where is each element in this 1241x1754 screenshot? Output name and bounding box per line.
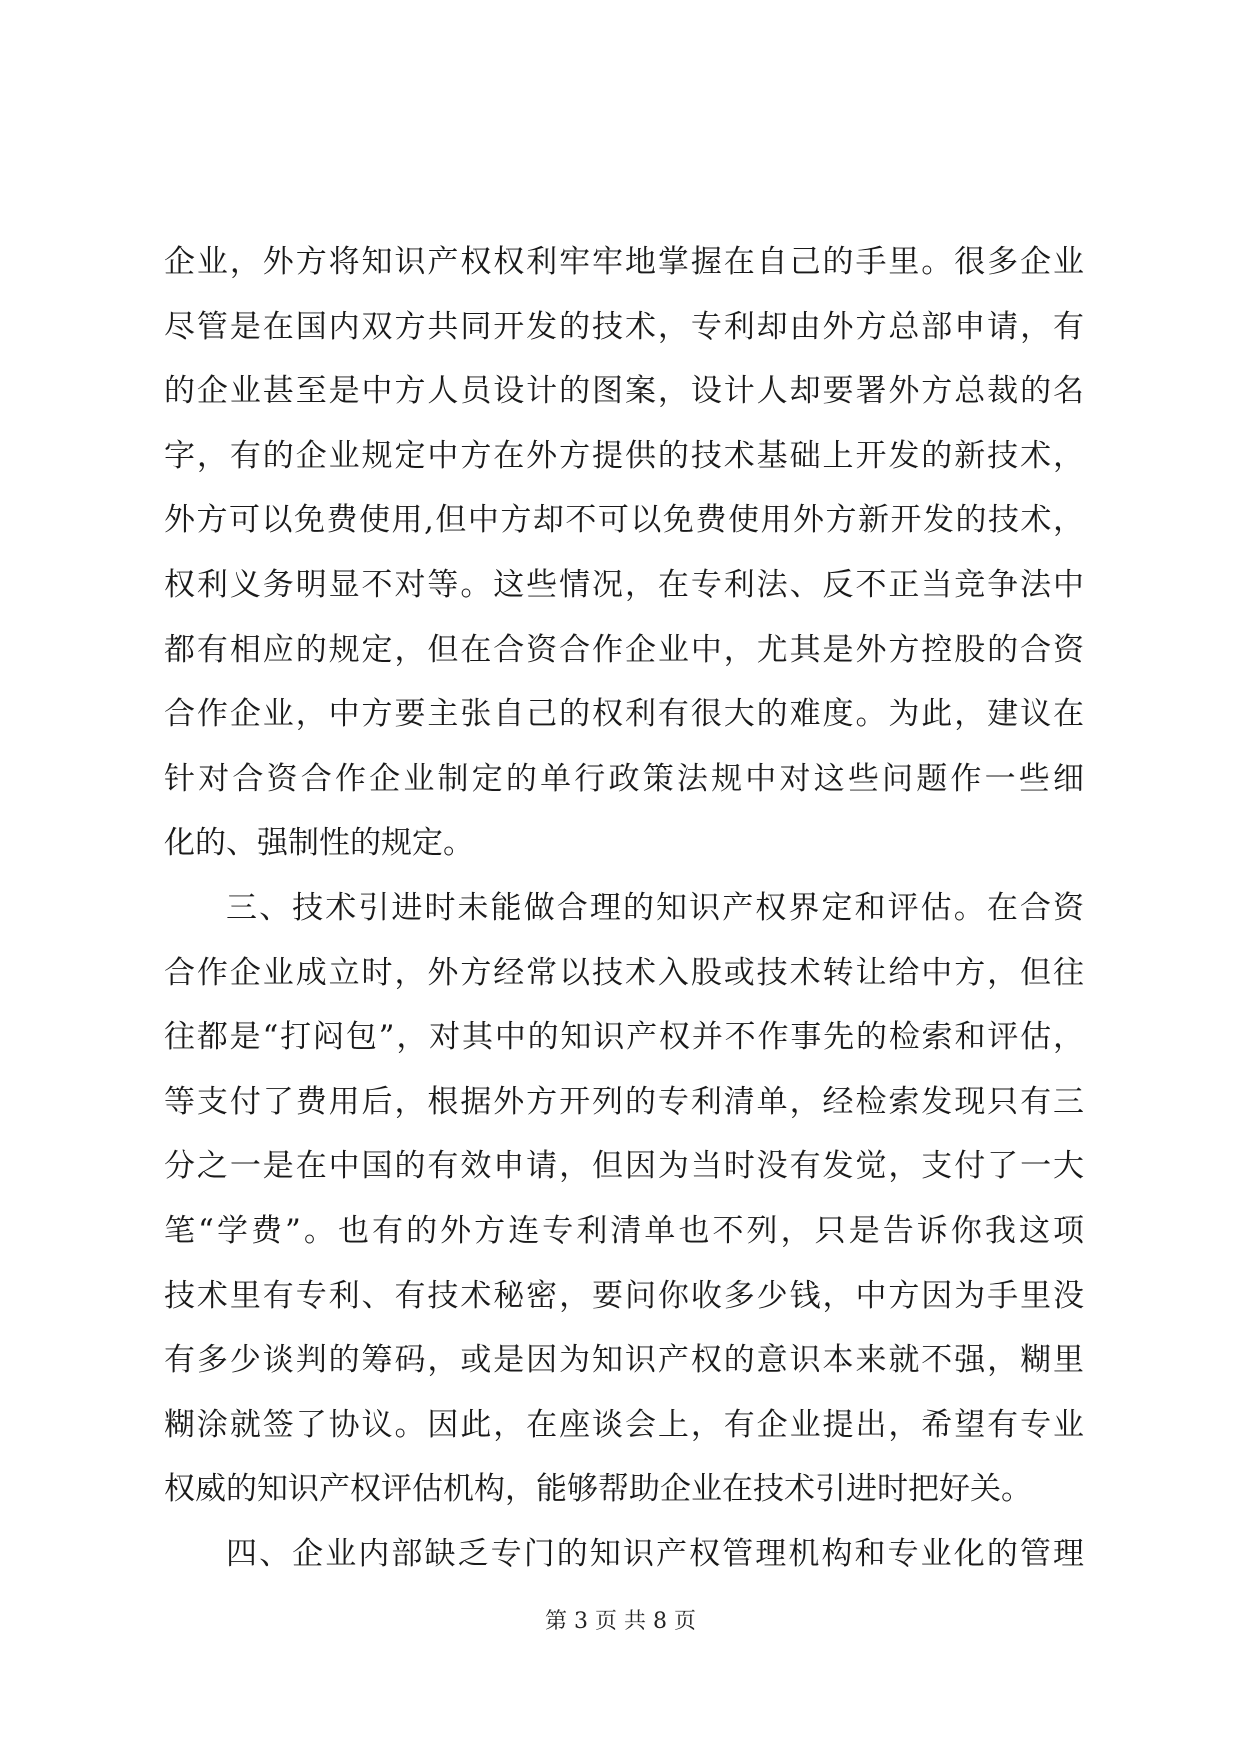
text-line: 企业，外方将知识产权权利牢牢地掌握在自己的手里。很多企业: [164, 244, 1084, 280]
text-line: 针对合资合作企业制定的单行政策法规中对这些问题作一些细: [164, 760, 1084, 797]
text-line: 的企业甚至是中方人员设计的图案，设计人却要署外方总裁的名: [164, 373, 1084, 410]
document-body: [164, 230, 1084, 1586]
text-line: 都有相应的规定，但在合资合作企业中，尤其是外方控股的合资: [164, 631, 1084, 668]
text-line: 合作企业成立时，外方经常以技术入股或技术转让给中方，但往: [164, 954, 1084, 991]
text-line: 尽管是在国内双方共同开发的技术，专利却由外方总部申请，有: [164, 308, 1084, 345]
text-line: 权利义务明显不对等。这些情况，在专利法、反不正当竞争法中: [164, 566, 1084, 603]
text-line: 等支付了费用后，根据外方开列的专利清单，经检索发现只有三: [164, 1083, 1084, 1120]
text-line: 化的、强制性的规定。: [164, 825, 474, 862]
text-line: 分之一是在中国的有效申请，但因为当时没有发觉，支付了一大: [164, 1148, 1084, 1185]
text-line: 有多少谈判的筹码，或是因为知识产权的意识本来就不强，糊里: [164, 1342, 1084, 1379]
text-line: 字，有的企业规定中方在外方提供的技术基础上开发的新技术，: [164, 437, 1084, 474]
text-line: 糊涂就签了协议。因此，在座谈会上，有企业提出，希望有专业: [164, 1406, 1084, 1443]
text-line: 笔“学费”。也有的外方连专利清单也不列，只是告诉你我这项: [164, 1212, 1084, 1249]
text-line: 外方可以免费使用,但中方却不可以免费使用外方新开发的技术，: [164, 502, 1084, 539]
section-heading-line: 四、企业内部缺乏专门的知识产权管理机构和专业化的管理: [226, 1535, 1084, 1572]
page-footer: [0, 1604, 1241, 1635]
text-line: 技术里有专利、有技术秘密，要问你收多少钱，中方因为手里没: [164, 1277, 1084, 1314]
section-heading-line: 三、技术引进时未能做合理的知识产权界定和评估。在合资: [226, 889, 1084, 926]
text-line: 权威的知识产权评估机构，能够帮助企业在技术引进时把好关。: [164, 1471, 1032, 1508]
page-number: 第 3 页 共 8 页: [545, 1609, 696, 1634]
text-line: 合作企业，中方要主张自己的权利有很大的难度。为此，建议在: [164, 696, 1084, 733]
text-line: 往都是“打闷包”，对其中的知识产权并不作事先的检索和评估，: [164, 1019, 1084, 1056]
